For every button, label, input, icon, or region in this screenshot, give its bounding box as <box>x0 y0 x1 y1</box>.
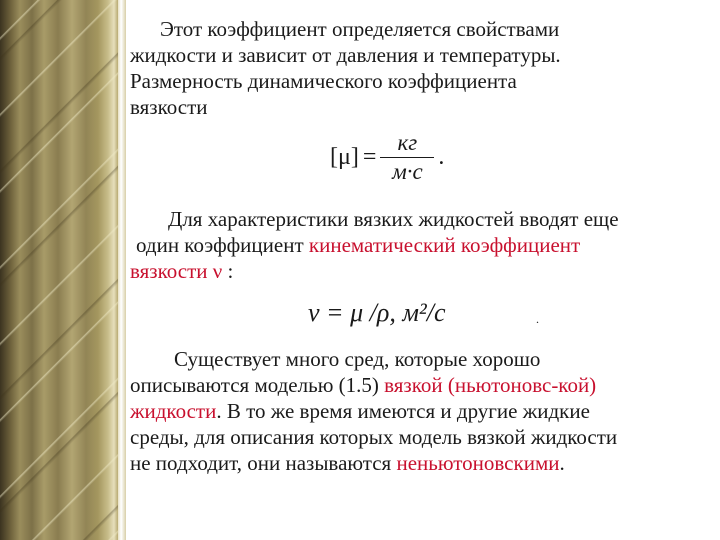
paragraph-3-line-1: Существует много сред, которые хорошо <box>174 347 541 371</box>
paragraph-3-line-5 <box>130 450 710 476</box>
paragraph-3 <box>130 346 710 476</box>
paragraph-2-line-1: Для характеристики вязких жидкостей вводят еще <box>168 207 619 231</box>
paragraph-3-line-3-text: . В то же время имеются и другие жидкие <box>216 399 590 423</box>
formula-lhs: [μ] <box>330 143 359 170</box>
paragraph-3-line-2 <box>130 372 710 398</box>
kinematic-viscosity-formula: ν = μ /ρ, м²/с <box>308 298 446 327</box>
paragraph-1-line-4: вязкости <box>130 95 208 119</box>
paragraph-2 <box>130 206 710 284</box>
border-divider <box>118 0 126 540</box>
paragraph-3-line-5-text: не подходит, они называются <box>130 451 397 475</box>
non-newtonian-term: неньютоновскими <box>396 451 560 475</box>
paragraph-1-line-1: Этот коэффициент определяется свойствами <box>160 17 560 41</box>
paragraph-1 <box>130 16 710 120</box>
paragraph-2-line-2 <box>130 232 710 258</box>
paragraph-3-line-5-end: . <box>559 451 565 475</box>
formula-denominator: м·с <box>392 158 423 184</box>
viscosity-dimension-formula <box>330 124 444 190</box>
kinematic-term-cont: вязкости ν <box>130 259 223 283</box>
formula-equals: = <box>362 143 377 170</box>
formula-fraction <box>380 129 434 186</box>
formula-numerator: кг <box>397 129 418 155</box>
decorative-border <box>0 0 118 540</box>
paragraph-3-line-3 <box>130 398 710 424</box>
paragraph-1-line-3: Размерность динамического коэффициента <box>130 69 517 93</box>
paragraph-2-line-2-text: один коэффициент <box>136 233 309 257</box>
paragraph-2-line-3 <box>130 258 710 284</box>
viscous-term: вязкой (ньютоновс-кой) <box>384 373 597 397</box>
paragraph-3-line-2-text: описываются моделью (1.5) <box>130 373 385 397</box>
paragraph-1-line-2: жидкости и зависит от давления и температуры. <box>130 43 561 67</box>
formula-2-dot: . <box>536 312 539 326</box>
paragraph-3-line-4: среды, для описания которых модель вязкой жидкости <box>130 425 618 449</box>
formula-terminator: . <box>438 143 445 170</box>
viscous-term-cont: жидкости <box>130 399 217 423</box>
paragraph-2-line-3-text: : <box>222 259 234 283</box>
kinematic-term: кинематический коэффициент <box>308 233 581 257</box>
slide-content <box>130 16 710 120</box>
